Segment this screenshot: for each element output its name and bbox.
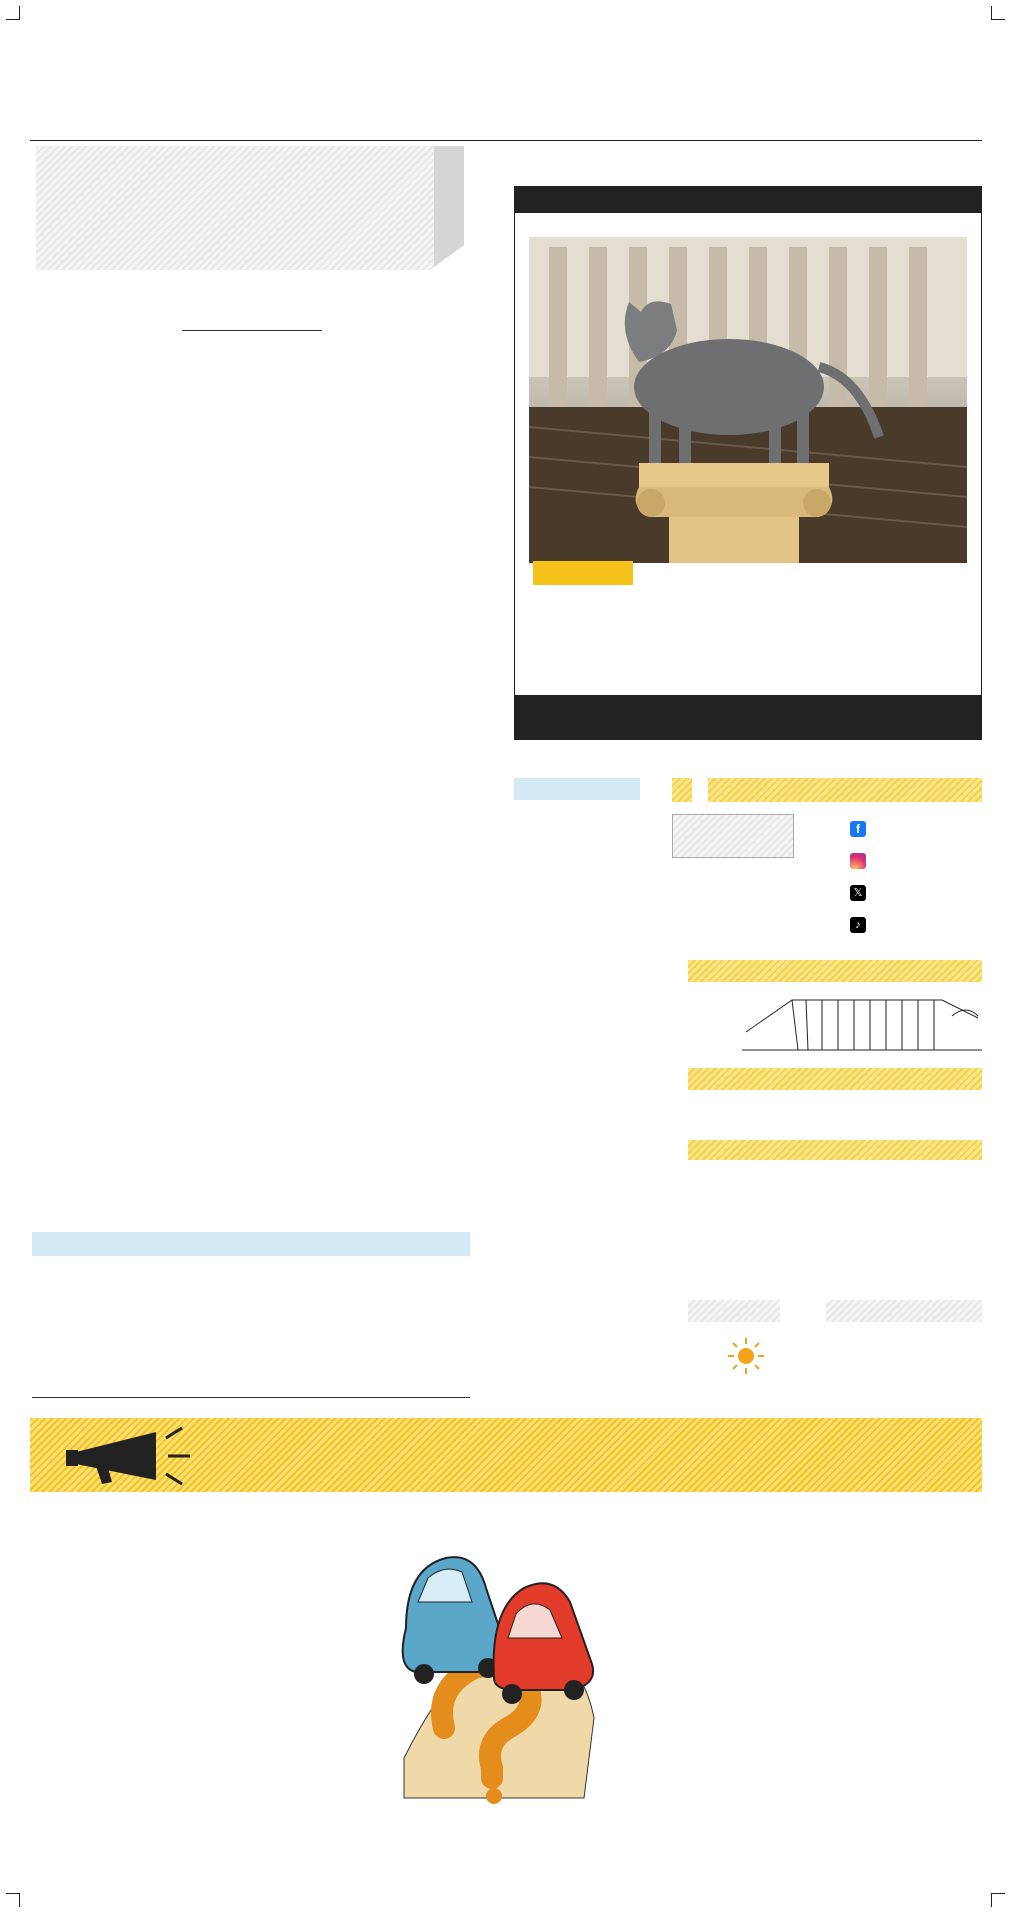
sun-icon [726, 1336, 766, 1376]
qr-placeholder [672, 814, 794, 858]
tome-nota-banner [36, 146, 464, 270]
instagram-icon[interactable] [850, 853, 866, 869]
column-2 [182, 314, 322, 427]
x-icon[interactable]: 𝕏 [850, 885, 866, 901]
destaques-column [514, 808, 640, 820]
wolf-statue-photo [529, 237, 967, 563]
tiktok-icon[interactable]: ♪ [850, 917, 866, 933]
megaphone-icon [66, 1424, 216, 1488]
isto-e-brasilia-box [514, 186, 982, 740]
grita-geral-banner [30, 1418, 982, 1492]
social-header [672, 778, 982, 802]
sol-header [672, 1300, 780, 1322]
isto-footer [515, 695, 981, 739]
crop-mark [991, 6, 1005, 20]
presente-label [533, 561, 633, 585]
parking-cartoon [384, 1518, 604, 1808]
facebook-icon[interactable]: f [850, 821, 866, 837]
telefones-header [32, 1232, 470, 1256]
destaques-header [514, 778, 640, 800]
temperature-chart [672, 1164, 982, 1284]
desligamentos-text [182, 322, 322, 331]
crop-mark [991, 1893, 1005, 1907]
isto-title [515, 187, 981, 213]
column-3 [332, 318, 472, 324]
telefones-box [32, 1262, 470, 1398]
column-1 [32, 318, 172, 332]
lua-header [810, 1300, 982, 1322]
temperatura-header [672, 1140, 982, 1160]
crop-mark [6, 1893, 20, 1907]
tempo-header [672, 960, 982, 982]
crop-mark [6, 6, 20, 20]
congress-illustration [742, 988, 982, 1060]
umidade-header [672, 1068, 982, 1090]
social-list [850, 816, 990, 938]
gama-letter [68, 1526, 346, 1542]
planaltina-letter [640, 1526, 940, 1542]
